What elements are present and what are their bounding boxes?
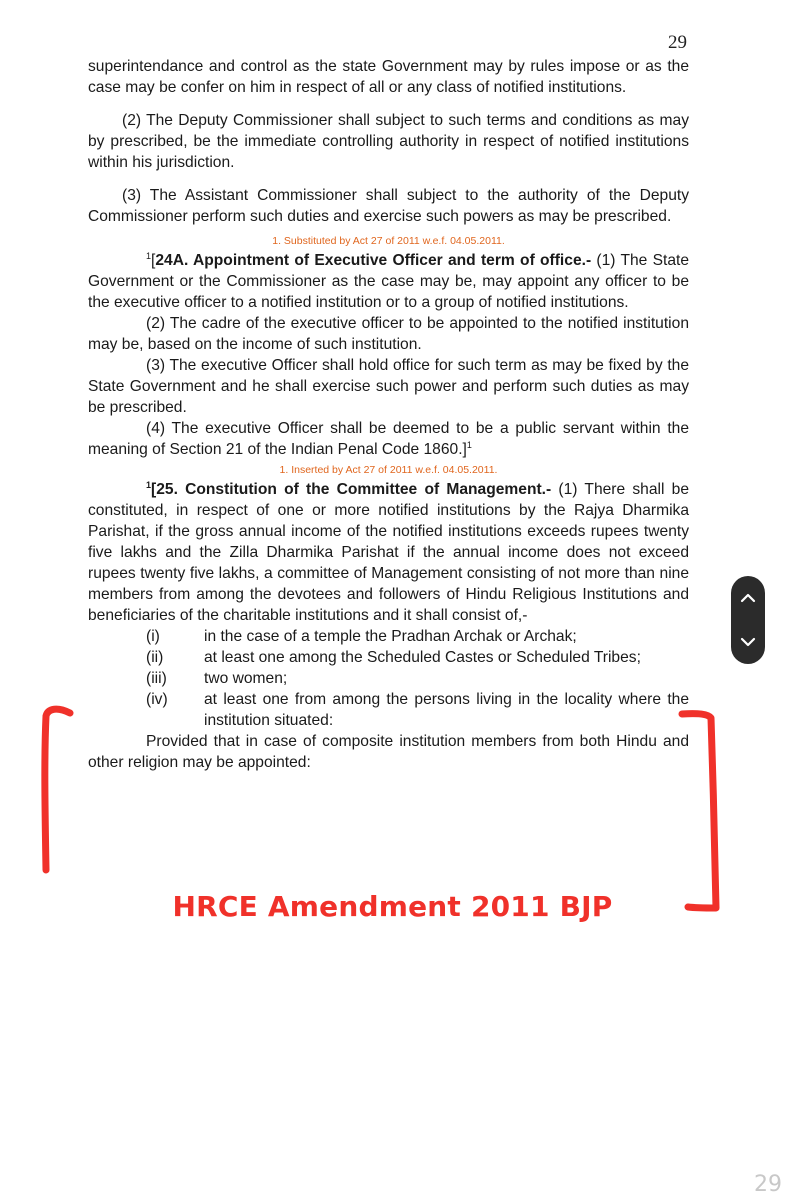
section-24a-text: (1) The State Government or the Commissioner as the case may be, may appoint any officer to be the executive officer to a notified institution or to a group of notified institutions. bbox=[88, 252, 689, 311]
paragraph-superintendance: superintendance and control as the state Government may by rules impose or as the case may be confer on him in respect of all or any class of notified institutions. bbox=[88, 58, 689, 96]
list-item-number: (i) bbox=[146, 628, 160, 645]
paragraph-deputy-commissioner: (2) The Deputy Commissioner shall subject to such terms and conditions as may by prescribed, be the immediate controlling authority in respect of notified institutions within his jurisdiction. bbox=[88, 112, 689, 171]
section-24a-heading: 24A. Appointment of Executive Officer and term of office.- bbox=[155, 252, 592, 269]
list-item bbox=[88, 689, 689, 731]
scroll-up-button[interactable] bbox=[731, 578, 765, 618]
chevron-down-icon bbox=[740, 637, 756, 647]
section-24a-sub4-text: (4) The executive Officer shall be deemed to be a public servant within the meaning of Section 21 of the Indian Penal Code 1860.] bbox=[88, 420, 689, 458]
bracket-open: [ bbox=[151, 481, 157, 498]
page-number-top: 29 bbox=[668, 32, 687, 53]
section-24a-sub2: (2) The cadre of the executive officer to be appointed to the notified institution may be, based on the income of such institution. bbox=[88, 315, 689, 353]
list-item-text: at least one from among the persons living in the locality where the institution situated: bbox=[204, 691, 689, 729]
paragraph-assistant-commissioner: (3) The Assistant Commissioner shall subject to the authority of the Deputy Commissioner perform such duties and exercise such powers as may be prescribed. bbox=[88, 187, 689, 225]
page-scroll-control bbox=[731, 576, 765, 664]
footnote-substituted: 1. Substituted by Act 27 of 2011 w.e.f. 04.05.2011. bbox=[272, 235, 505, 247]
list-item-text: in the case of a temple the Pradhan Archak or Archak; bbox=[204, 628, 577, 645]
list-item bbox=[88, 668, 689, 689]
footnote-marker: 1 bbox=[146, 250, 152, 261]
section-25-proviso: Provided that in case of composite institution members from both Hindu and other religion may be appointed: bbox=[88, 733, 689, 771]
list-item bbox=[88, 626, 689, 647]
list-item-number: (iii) bbox=[146, 670, 167, 687]
bracket-open: [ bbox=[151, 252, 156, 269]
list-item-text: at least one among the Scheduled Castes or Scheduled Tribes; bbox=[204, 649, 641, 666]
section-24a bbox=[88, 250, 689, 313]
footnote-marker: 1 bbox=[466, 439, 472, 450]
document-body bbox=[88, 56, 689, 773]
section-24a-sub4 bbox=[88, 418, 689, 460]
section-25-heading: 25. Constitution of the Committee of Management.- bbox=[156, 481, 552, 498]
section-24a-sub3: (3) The executive Officer shall hold office for such term as may be fixed by the State Government and he shall exercise such power and perform such duties as may be prescribed. bbox=[88, 357, 689, 416]
scroll-down-button[interactable] bbox=[731, 622, 765, 662]
section-25-text: (1) There shall be constituted, in respect of one or more notified institutions by the Rajya Dharmika Parishat, if the gross annual income of the notified institutions exceeds rupees twenty five lakhs and the Zilla Dharmika Parishat if the annual income does not exceed rupees twenty five lakhs, a committee of Management consisting of not more than nine members from among the devotees and followers of Hindu Religious Institutions and beneficiaries of the charitable institutions and it shall consist of,- bbox=[88, 481, 689, 624]
footnote-marker: 1 bbox=[146, 479, 152, 490]
list-item-number: (ii) bbox=[146, 649, 164, 666]
list-item bbox=[88, 647, 689, 668]
list-item-text: two women; bbox=[204, 670, 288, 687]
footnote-inserted: 1. Inserted by Act 27 of 2011 w.e.f. 04.05.2011. bbox=[279, 464, 498, 476]
left-bracket bbox=[45, 709, 70, 870]
annotation-label: HRCE Amendment 2011 BJP bbox=[172, 890, 613, 923]
page-number-bottom: 29 bbox=[754, 1172, 782, 1197]
list-item-number: (iv) bbox=[146, 691, 168, 708]
chevron-up-icon bbox=[740, 593, 756, 603]
section-25 bbox=[88, 479, 689, 626]
